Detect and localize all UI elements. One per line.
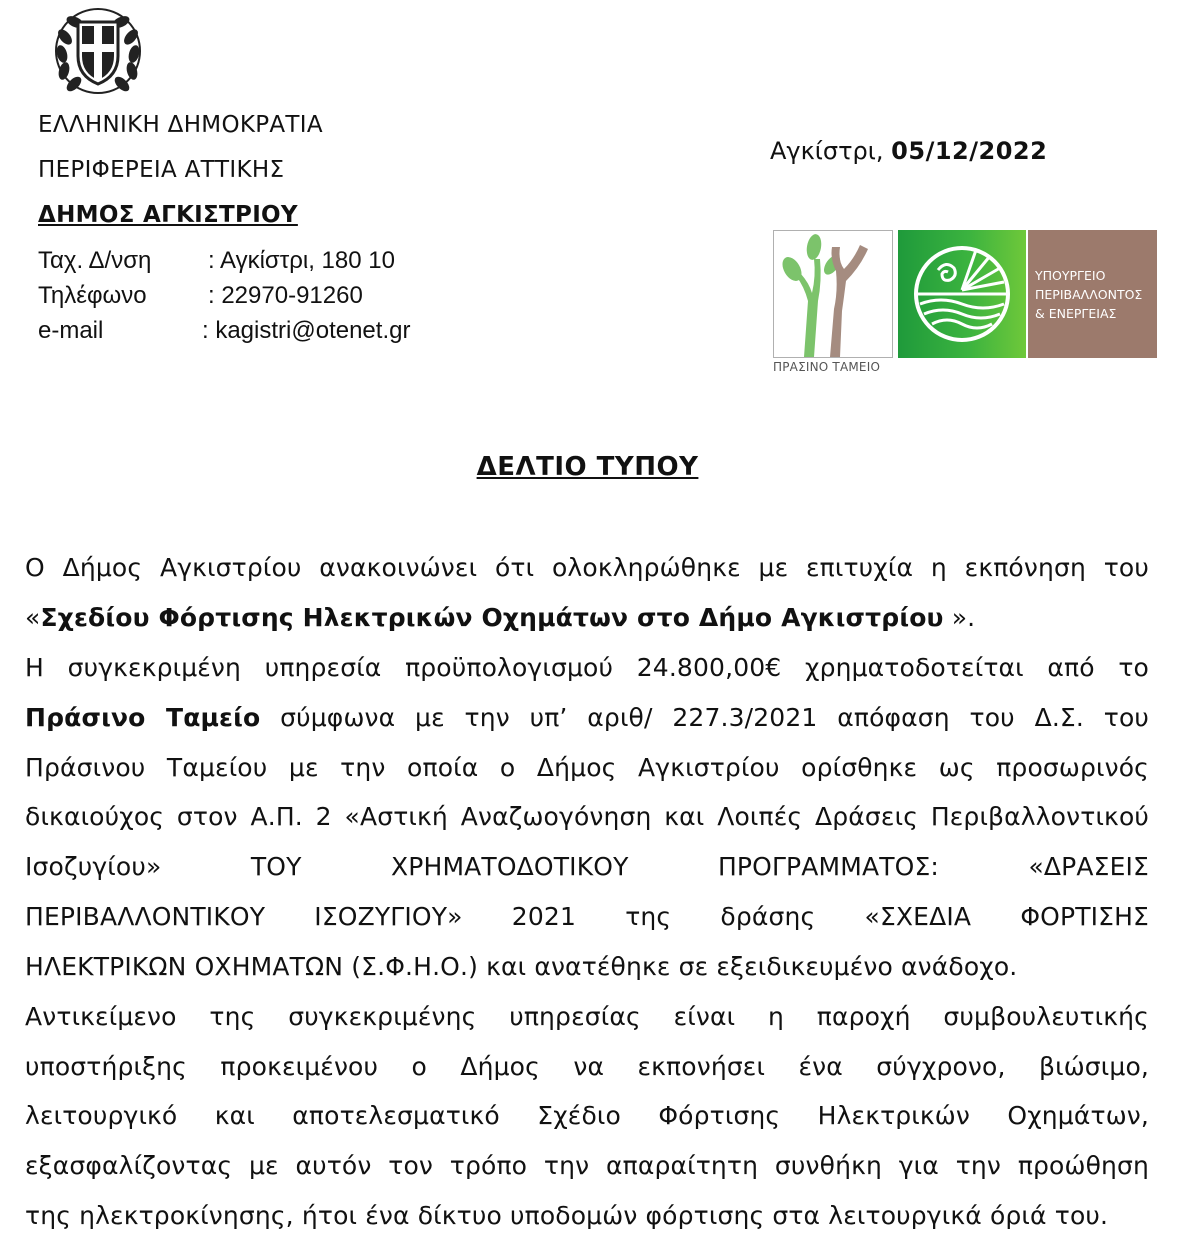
ministry-logo <box>1028 230 1157 358</box>
ministry-line-1: ΥΠΟΥΡΓΕΙΟ <box>1035 268 1106 283</box>
quote-close: ». <box>943 603 976 632</box>
green-fund-logo <box>773 230 893 380</box>
body-line-3: Η συγκεκριμένη υπηρεσία προϋπολογισμού 24.800,00€ χρηματοδοτείται από το <box>25 653 1149 682</box>
decision-text: σύμφωνα με την υπ’ αριθ/ 227.3/2021 απόφαση του Δ.Σ. του <box>260 703 1149 732</box>
body-line-6: δικαιούχος στον Α.Π. 2 «Αστική Αναζωογόνηση και Λοιπές Δράσεις Περιβαλλοντικού <box>25 802 1149 831</box>
address-row <box>38 247 395 275</box>
coat-of-arms-icon <box>52 4 144 96</box>
ministry-emblem <box>898 230 1026 358</box>
ministry-line-2: ΠΕΡΙΒΑΛΛΟΝΤΟΣ <box>1035 287 1143 302</box>
municipality-heading: ΔΗΜΟΣ ΑΓΚΙΣΤΡΙΟΥ <box>38 202 298 228</box>
body-line-5: Πράσινου Ταμείου με την οποία ο Δήμος Αγκιστρίου ορίσθηκε ως προσωρινός <box>25 753 1149 782</box>
phone-value: : 22970-91260 <box>208 282 363 309</box>
green-fund-name: Πράσινο Ταμείο <box>25 703 261 732</box>
body-line-7: Ισοζυγίου» ΤΟΥ ΧΡΗΜΑΤΟΔΟΤΙΚΟΥ ΠΡΟΓΡΑΜΜΑΤΟΣ: «ΔΡΑΣΕΙΣ <box>25 852 1149 881</box>
body-line-14: της ηλεκτροκίνησης, ήτοι ένα δίκτυο υποδομών φόρτισης στα λειτουργικά όριά του. <box>25 1201 1109 1230</box>
body-line-1: Ο Δήμος Αγκιστρίου ανακοινώνει ότι ολοκληρώθηκε με επιτυχία η εκπόνηση του <box>25 553 1149 582</box>
green-fund-frame <box>773 230 893 358</box>
address-value: : Αγκίστρι, 180 10 <box>208 247 395 274</box>
quote-open: « <box>25 603 41 632</box>
body-line-2 <box>25 603 1149 632</box>
email-label: e-mail <box>38 317 104 344</box>
tree-icon <box>774 231 892 357</box>
document-title: ΔΕΛΤΙΟ ΤΥΠΟΥ <box>476 452 699 482</box>
green-fund-caption: ΠΡΑΣΙΝΟ ΤΑΜΕΙΟ <box>773 360 881 374</box>
country-heading: ΕΛΛΗΝΙΚΗ ΔΗΜΟΚΡΑΤΙΑ <box>38 112 323 138</box>
phone-row <box>38 282 363 310</box>
email-value: : kagistri@otenet.gr <box>202 317 411 344</box>
body-line-4 <box>25 703 1149 732</box>
date-place: Αγκίστρι, <box>770 137 892 165</box>
body-line-12: λειτουργικό και αποτελεσματικό Σχέδιο Φόρτισης Ηλεκτρικών Οχημάτων, <box>25 1101 1149 1130</box>
body-line-8: ΠΕΡΙΒΑΛΛΟΝΤΙΚΟΥ ΙΣΟΖΥΓΙΟΥ» 2021 της δράσης «ΣΧΕΔΙΑ ΦΟΡΤΙΣΗΣ <box>25 902 1149 931</box>
ministry-name <box>1035 266 1142 323</box>
address-label: Ταχ. Δ/νση <box>38 247 152 274</box>
phone-label: Τηλέφωνο <box>38 282 147 309</box>
date-value: 05/12/2022 <box>891 137 1048 165</box>
ministry-line-3: & ΕΝΕΡΓΕΙΑΣ <box>1035 306 1117 321</box>
body-line-11: υποστήριξης προκειμένου ο Δήμος να εκπονήσει ένα σύγχρονο, βιώσιμο, <box>25 1052 1149 1081</box>
body-line-13: εξασφαλίζοντας με αυτόν τον τρόπο την απαραίτητη συνθήκη για την προώθηση <box>25 1151 1149 1180</box>
body-line-9: ΗΛΕΚΤΡΙΚΩΝ ΟΧΗΜΑΤΩΝ (Σ.Φ.Η.Ο.) και ανατέθηκε σε εξειδικευμένο ανάδοχο. <box>25 952 1018 981</box>
email-row <box>38 317 411 345</box>
region-heading: ΠΕΡΙΦΕΡΕΙΑ ΑΤΤΙΚΗΣ <box>38 157 285 183</box>
date-line <box>770 137 1047 165</box>
plan-title: Σχεδίου Φόρτισης Ηλεκτρικών Οχημάτων στο Δήμο Αγκιστρίου <box>40 603 944 632</box>
body-line-10: Αντικείμενο της συγκεκριμένης υπηρεσίας είναι η παροχή συμβουλευτικής <box>25 1002 1149 1031</box>
sun-wave-icon <box>898 230 1026 358</box>
